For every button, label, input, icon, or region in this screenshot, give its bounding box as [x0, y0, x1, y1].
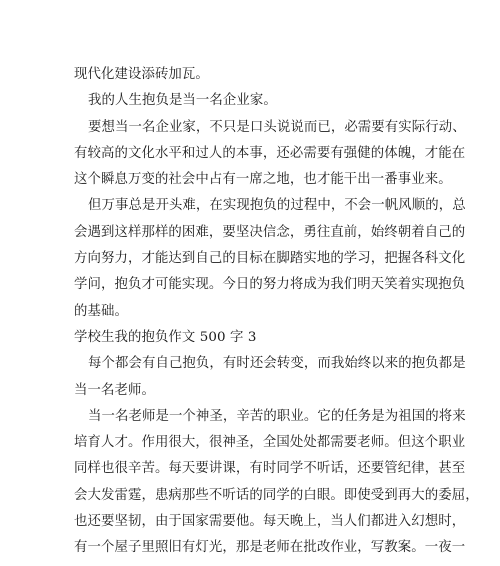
- text-body: [74, 62, 479, 562]
- text-line: 但万事总是开头难，在实现抱负的过程中，不会一帆风顺的，总: [88, 198, 466, 214]
- text-line: 当一名老师是一个神圣，辛苦的职业。它的任务是为祖国的将来: [88, 408, 466, 424]
- text-line: 也还要坚韧，由于国家需要他。每天晚上，当人们都进入幻想时，: [74, 514, 466, 530]
- text-line: 培育人才。作用很大，很神圣，全国处处都需要老师。但这个职业: [74, 435, 466, 451]
- section-heading: 学校生我的抱负作文 500 字 3: [74, 329, 257, 345]
- text-line: 学问，抱负才可能实现。今日的努力将成为我们明天笑着实现抱负: [74, 277, 466, 293]
- text-line: 这个瞬息万变的社会中占有一席之地，也才能干出一番事业来。: [74, 172, 452, 188]
- text-line: 当一名老师。: [74, 382, 155, 398]
- text-line: 要想当一名企业家，不只是口头说说而已，必需要有实际行动、: [88, 119, 466, 135]
- text-line: 有较高的文化水平和过人的本事，还必需要有强健的体魄，才能在: [74, 145, 466, 161]
- text-line: 每个都会有自己抱负，有时还会转变，而我始终以来的抱负都是: [88, 356, 466, 372]
- text-line: 有一个屋子里照旧有灯光，那是老师在批改作业，写教案。一夜一: [74, 540, 466, 556]
- text-line: 我的人生抱负是当一名企业家。: [88, 93, 277, 109]
- text-line: 现代化建设添砖加瓦。: [74, 67, 209, 82]
- text-line: 的基础。: [74, 303, 128, 319]
- text-line: 同样也很辛苦。每天要讲课，有时同学不听话，还要管纪律，甚至: [74, 461, 466, 477]
- text-line: 方向努力，才能达到自己的目标在脚踏实地的学习，把握各科文化: [74, 251, 466, 267]
- text-line: 会遇到这样那样的困难，要坚决信念，勇往直前，始终朝着自己的: [74, 224, 466, 240]
- text-line: 会大发雷霆，患病那些不听话的同学的白眼。即使受到再大的委屈，: [74, 487, 479, 503]
